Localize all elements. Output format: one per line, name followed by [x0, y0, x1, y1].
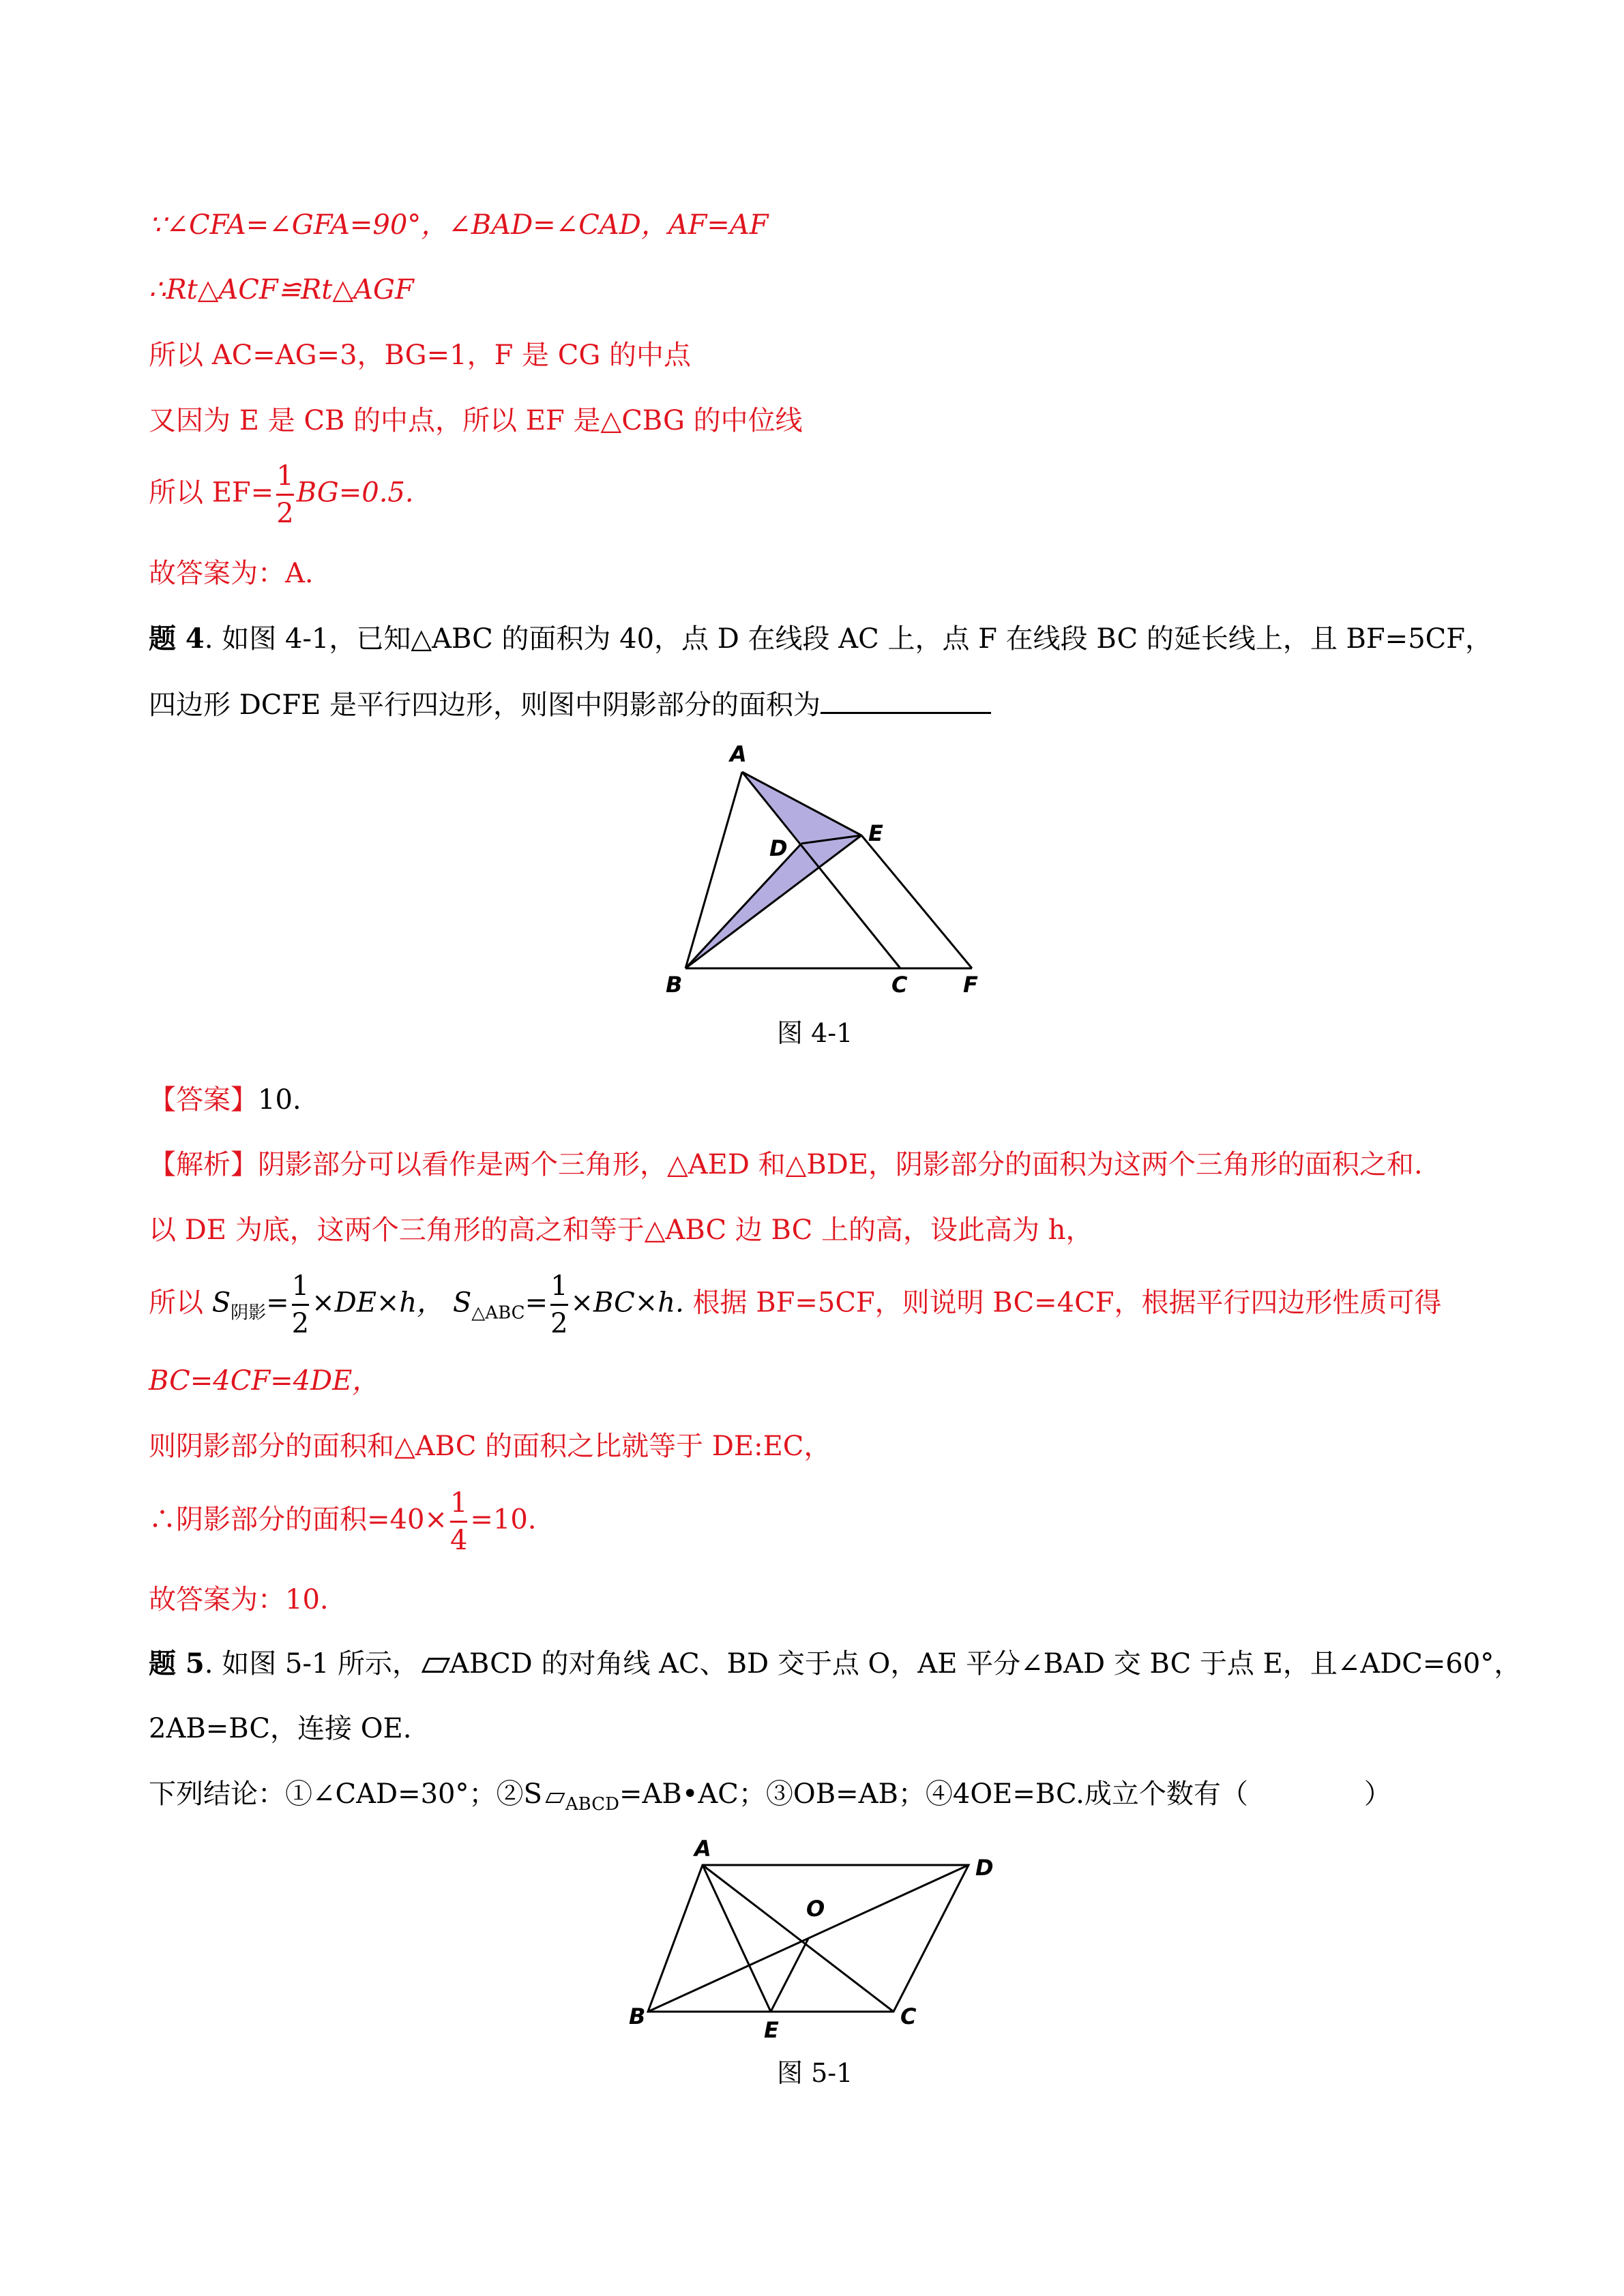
analysis4-line-5: 则阴影部分的面积和△ABC 的面积之比就等于 DE:EC， — [149, 1431, 831, 1462]
analysis4-line-3-prefix: 所以 — [149, 1287, 203, 1319]
analysis4-line-3: 所以 $S_{阴影}=$ $\frac{1}{2}$ ×DE×h， $S_{\triangle ABC}=$ $\frac{1}{2}$ ×BC×h. 根据 BF=5CF，则说明 BC=4CF，根据平行四边形性质可得 — [149, 1268, 1441, 1341]
fraction-denominator: 2 — [550, 1304, 567, 1341]
label-c: C — [891, 972, 908, 998]
fraction-numerator: 1 — [276, 460, 294, 492]
fraction-one-half — [276, 458, 293, 531]
question5-line-3 — [149, 1775, 1391, 1823]
area-shaded-symbol: S — [211, 1287, 231, 1319]
parallelogram-symbol — [422, 1658, 450, 1673]
label-b: B — [666, 972, 683, 998]
solution3-line-5-suffix: BG=0.5. — [296, 477, 414, 509]
fraction-half-2 — [550, 1268, 567, 1341]
analysis4-line-1 — [149, 1146, 1423, 1184]
analysis4-line-3-suffix: 根据 BF=5CF，则说明 BC=4CF，根据平行四边形性质可得 — [692, 1287, 1442, 1319]
solution3-line-2: ∴Rt△ACF≌Rt△AGF — [149, 274, 414, 305]
fraction-half-1 — [292, 1268, 309, 1341]
parallelogram-symbol — [545, 1793, 565, 1803]
label-e: E — [764, 2017, 779, 2039]
label-c: C — [900, 2003, 917, 2029]
diagonal-bd — [648, 1865, 969, 2012]
fraction-numerator: 1 — [291, 1270, 310, 1302]
fraction-denominator: 4 — [450, 1521, 467, 1558]
question4-line-2 — [149, 685, 991, 724]
figure-4-1 — [641, 740, 1009, 999]
analysis-tag: 【解析】 — [149, 1149, 258, 1180]
question4-label: 题 4 — [149, 623, 205, 655]
analysis4-line-4: BC=4CF=4DE， — [149, 1365, 380, 1397]
solution3-line-4: 又因为 E 是 CB 的中点，所以 EF 是△CBG 的中位线 — [149, 405, 803, 436]
analysis4-line-6 — [149, 1485, 537, 1558]
solution3-line-1: ∵∠CFA=∠GFA=90°，∠BAD=∠CAD，AF=AF — [149, 209, 769, 241]
area-shaded-formula: ×DE×h， — [312, 1287, 445, 1319]
answer-blank — [821, 685, 991, 714]
analysis4-line-6-suffix: =10. — [470, 1504, 537, 1536]
label-a: A — [730, 741, 747, 767]
question5-subscript: ABCD — [565, 1794, 620, 1815]
analysis4-line-2: 以 DE 为底，这两个三角形的高之和等于△ABC 边 BC 上的高，设此高为 h， — [149, 1214, 1093, 1246]
label-o: O — [806, 1896, 825, 1922]
question5-line-1 — [149, 1645, 1521, 1683]
answer-value: 10. — [258, 1084, 301, 1116]
fraction-numerator: 1 — [550, 1270, 568, 1302]
solution3-line-3: 所以 AC=AG=3，BG=1，F 是 CG 的中点 — [149, 340, 692, 371]
label-d: D — [975, 1855, 994, 1881]
solution3-line-5-prefix: 所以 EF= — [149, 477, 274, 509]
shaded-triangle-aed — [742, 772, 861, 844]
analysis4-text-1: 阴影部分可以看作是两个三角形，△AED 和△BDE，阴影部分的面积为这两个三角形的面积之和. — [258, 1149, 1423, 1180]
question5-text-1a: . 如图 5-1 所示， — [204, 1648, 420, 1680]
segment-ae — [703, 1865, 771, 2012]
segment-oe — [771, 1939, 808, 2012]
label-b: B — [629, 2003, 646, 2029]
solution3-line-5 — [149, 458, 414, 531]
fraction-denominator: 2 — [292, 1304, 309, 1341]
question4-line-1 — [149, 620, 1492, 658]
fraction-one-quarter — [450, 1485, 467, 1558]
area-abc-formula: ×BC×h. — [570, 1287, 684, 1319]
question5-text-3a: 下列结论：①∠CAD=30°；②S — [149, 1778, 542, 1810]
segment-ac — [742, 772, 900, 968]
question5-text-1b: ABCD 的对角线 AC、BD 交于点 O，AE 平分∠BAD 交 BC 于点 E，且∠ADC=60°， — [449, 1648, 1522, 1680]
fraction-denominator: 2 — [276, 494, 293, 531]
answer-tag: 【答案】 — [149, 1084, 258, 1116]
figure-4-1-caption: 图 4-1 — [777, 1018, 853, 1048]
question5-text-3c: ） — [1363, 1778, 1391, 1810]
question4-text-1: . 如图 4-1，已知△ABC 的面积为 40，点 D 在线段 AC 上，点 F 在线段 BC 的延长线上，且 BF=5CF， — [204, 623, 1493, 655]
analysis4-line-7: 故答案为：10. — [149, 1584, 329, 1615]
area-abc-symbol: S — [452, 1287, 472, 1319]
question4-text-2: 四边形 DCFE 是平行四边形，则图中阴影部分的面积为 — [149, 689, 821, 721]
question5-text-3b: =AB•AC；③OB=AB；④4OE=BC.成立个数有（ — [619, 1778, 1248, 1810]
label-d: D — [769, 835, 788, 861]
segment-ef — [861, 835, 972, 968]
label-e: E — [868, 820, 883, 846]
analysis4-line-6-prefix: ∴阴影部分的面积=40× — [149, 1504, 447, 1536]
figure-5-1 — [614, 1834, 1037, 2039]
area-shaded-subscript: 阴影 — [231, 1302, 267, 1324]
fraction-numerator: 1 — [449, 1487, 468, 1519]
figure-5-1-caption: 图 5-1 — [777, 2058, 853, 2088]
area-abc-subscript: △ABC — [471, 1302, 525, 1324]
diagonal-ac — [703, 1865, 894, 2012]
solution3-line-6: 故答案为：A. — [149, 558, 314, 589]
question5-line-2: 2AB=BC，连接 OE. — [149, 1713, 412, 1744]
answer4-line — [149, 1081, 301, 1119]
label-a: A — [694, 1836, 711, 1862]
label-f: F — [963, 972, 978, 998]
question5-label: 题 5 — [149, 1648, 205, 1680]
